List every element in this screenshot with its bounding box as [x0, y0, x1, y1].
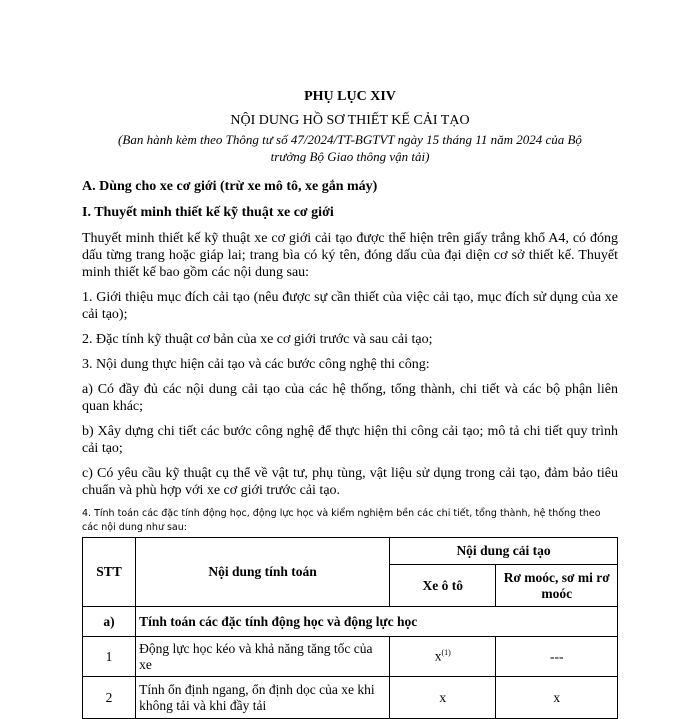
- section-i-heading: I. Thuyết minh thiết kế kỹ thuật xe cơ giới: [82, 205, 334, 220]
- row-ro-mooc: x: [496, 677, 618, 719]
- item-3a-paragraph: a) Có đầy đủ các nội dung cải tạo của các hệ thống, tổng thành, chi tiết và các bộ phận liên quan khác;: [82, 382, 618, 414]
- issuing-note: [82, 131, 618, 165]
- intro-paragraph: Thuyết minh thiết kế kỹ thuật xe cơ giới cải tạo được thể hiện trên giấy trắng khổ A4, có đóng dấu từng trang hoặc giáp lai; trang bìa có ký tên, đóng dấu của đại diện cơ sở thiết kế. Thuyết minh thiết kế bao gồm các nội dung sau:: [82, 231, 618, 280]
- row-xe-o-to: [390, 637, 496, 677]
- issuing-note-line-2: trưởng Bộ Giao thông vận tải): [270, 149, 430, 164]
- header-noi-dung-cai-tao: Nội dung cải tạo: [390, 538, 618, 565]
- calculation-table: [82, 537, 618, 719]
- table-row: [83, 677, 618, 719]
- row-stt: 2: [83, 677, 136, 719]
- appendix-title: PHỤ LỤC XIV: [304, 89, 396, 104]
- header-stt: STT: [83, 538, 136, 607]
- row-stt: a): [83, 607, 136, 637]
- row-stt: 1: [83, 637, 136, 677]
- xe-mark: x: [434, 648, 442, 664]
- header-noi-dung-tinh-toan: Nội dung tính toán: [136, 538, 390, 607]
- item-2-paragraph: 2. Đặc tính kỹ thuật cơ bản của xe cơ giới trước và sau cải tạo;: [82, 332, 433, 347]
- item-3c-paragraph: c) Có yêu cầu kỹ thuật cụ thể về vật tư, phụ tùng, vật liệu sử dụng trong cải tạo, đảm bảo tiêu chuẩn và phù hợp với xe cơ giới trước cải tạo.: [82, 466, 618, 498]
- item-1-paragraph: 1. Giới thiệu mục đích cải tạo (nêu được sự cần thiết của việc cải tạo, mục đích sử dụng của xe cải tạo);: [82, 290, 618, 322]
- document-page: [82, 88, 618, 719]
- footnote-ref: (1): [441, 648, 451, 658]
- row-content: Động lực học kéo và khả năng tăng tốc của xe: [136, 637, 390, 677]
- table-row: [83, 607, 618, 637]
- row-ro-mooc: ---: [496, 637, 618, 677]
- section-a-heading: A. Dùng cho xe cơ giới (trừ xe mô tô, xe gắn máy): [82, 179, 378, 194]
- row-content: Tính toán các đặc tính động học và động lực học: [136, 607, 618, 637]
- appendix-subtitle: NỘI DUNG HỒ SƠ THIẾT KẾ CẢI TẠO: [230, 113, 470, 128]
- header-ro-mooc: Rơ moóc, sơ mi rơ moóc: [496, 565, 618, 607]
- item-3-paragraph: 3. Nội dung thực hiện cải tạo và các bước công nghệ thi công:: [82, 357, 430, 372]
- issuing-note-line-1: (Ban hành kèm theo Thông tư số 47/2024/TT-BGTVT ngày 15 tháng 11 năm 2024 của Bộ: [118, 132, 582, 147]
- item-4-paragraph: 4. Tính toán các đặc tính động học, động lực học và kiểm nghiệm bền các chi tiết, tổng thành, hệ thống theo các nội dung như sau:: [82, 508, 601, 533]
- table-row: [83, 637, 618, 677]
- item-3b-paragraph: b) Xây dựng chi tiết các bước công nghệ để thực hiện thi công cải tạo; mô tả chi tiết quy trình cải tạo;: [82, 424, 618, 456]
- row-xe-o-to: x: [390, 677, 496, 719]
- header-xe-o-to: Xe ô tô: [390, 565, 496, 607]
- row-content: Tính ổn định ngang, ổn định dọc của xe khi không tải và khi đầy tải: [136, 677, 390, 719]
